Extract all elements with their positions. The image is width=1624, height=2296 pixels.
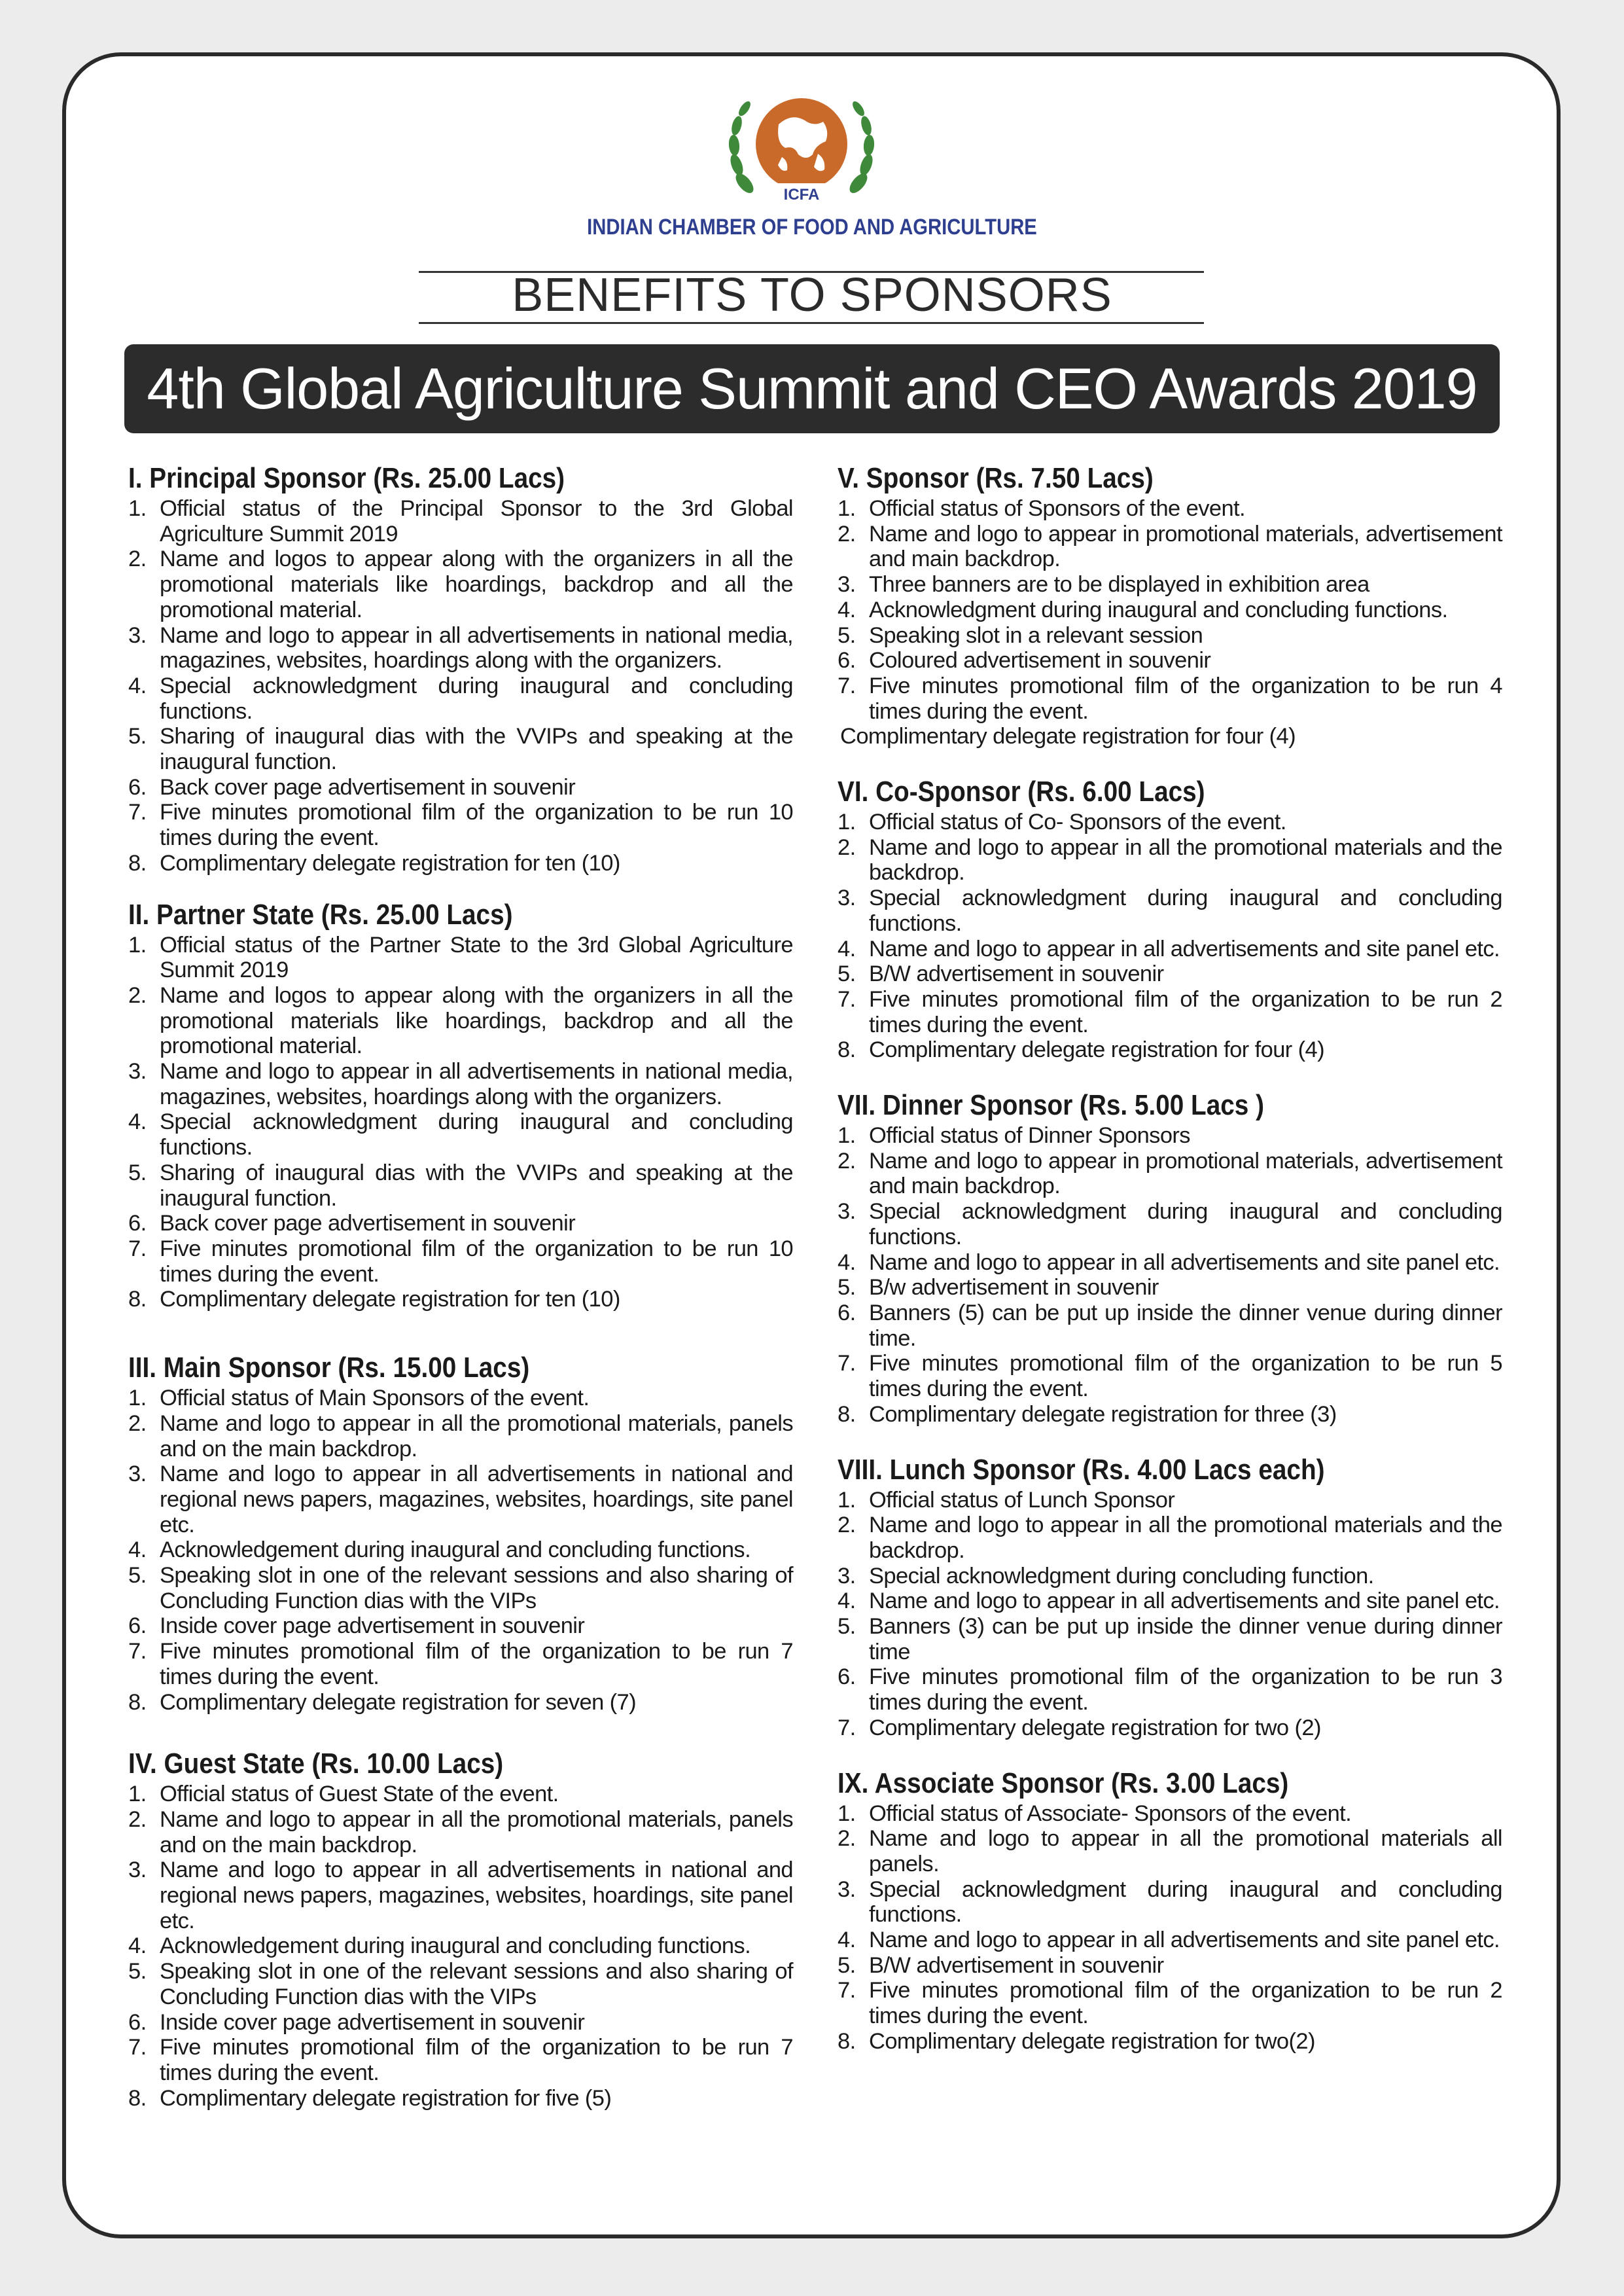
item-number: 3. [838,886,856,911]
item-text: Three banners are to be displayed in exhibition area [869,572,1369,598]
item-number: 1. [838,1487,856,1513]
item-number: 5. [838,961,856,987]
list-item [838,961,1502,987]
list-item [838,673,1502,724]
list-item [128,1959,793,2009]
extra-benefit: Complimentary delegate registration for four (4) [840,724,1296,749]
item-number: 7. [838,1715,856,1740]
item-text: Name and logo to appear in all the promotional materials and the backdrop. [869,1513,1502,1563]
item-text: B/W advertisement in souvenir [869,961,1164,987]
item-text: Inside cover page advertisement in souvenir [160,2009,585,2035]
item-text: Banners (5) can be put up inside the dinner venue during dinner time. [869,1300,1502,1351]
list-item [838,1588,1502,1614]
item-text: Speaking slot in one of the relevant sessions and also sharing of Concluding Function dias with the VIPs [160,1959,793,2009]
item-text: Five minutes promotional film of the organization to be run 2 times during the event. [869,1978,1502,2029]
sponsor-section [128,1748,793,2111]
item-text: Complimentary delegate registration for two (2) [869,1715,1321,1740]
laurel-right-icon [847,99,875,196]
item-text: Official status of Associate- Sponsors of the event. [869,1801,1352,1826]
item-number: 2. [838,521,856,547]
list-item [838,623,1502,649]
section-title: IX. Associate Sponsor (Rs. 3.00 Lacs) [838,1767,1289,1799]
item-text: Official status of Lunch Sponsor [869,1487,1175,1513]
item-number: 2. [838,834,856,860]
sponsor-section [838,462,1502,749]
list-item [128,1563,793,1613]
item-number: 7. [128,1236,147,1261]
item-text: B/W advertisement in souvenir [869,1952,1164,1978]
list-item [838,1978,1502,2028]
item-text: Complimentary delegate registration for five (5) [160,2085,612,2111]
item-text: Back cover page advertisement in souvenir [160,774,576,800]
list-item [838,496,1502,522]
item-text: Special acknowledgment during inaugural and concluding functions. [869,886,1502,936]
item-number: 1. [838,810,856,835]
item-text: Official status of the Partner State to the 3rd Global Agriculture Summit 2019 [160,932,793,983]
list-item [838,572,1502,598]
item-text: Official status of Sponsors of the event. [869,496,1246,521]
item-text: Name and logo to appear in all advertisements and site panel etc. [869,936,1500,961]
item-text: Official status of Co- Sponsors of the event. [869,810,1286,835]
item-text: Special acknowledgment during inaugural and concluding functions. [869,1199,1502,1249]
logo-text: ICFA [783,186,820,204]
item-number: 5. [128,1160,147,1185]
item-number: 6. [128,774,147,800]
item-number: 4. [838,1249,856,1275]
item-text: Five minutes promotional film of the organization to be run 10 times during the event. [160,1236,793,1287]
item-text: Official status of the Principal Sponsor to the 3rd Global Agriculture Summit 2019 [160,496,793,547]
item-number: 8. [128,1287,147,1312]
list-item [128,1287,793,1312]
item-text: Name and logo to appear in all advertisements in national and regional news papers, magazines, websites, hoardings, site panel etc. [160,1462,793,1537]
sponsor-section [128,1352,793,1715]
list-item [128,673,793,724]
section-title: I. Principal Sponsor (Rs. 25.00 Lacs) [128,462,565,494]
item-text: Complimentary delegate registration for three (3) [869,1401,1337,1427]
item-number: 2. [838,1148,856,1174]
benefit-list [838,810,1502,1063]
laurel-left-icon [728,99,757,196]
item-number: 2. [128,1410,147,1436]
item-number: 7. [128,1639,147,1664]
list-item [128,1639,793,1689]
item-text: Five minutes promotional film of the organization to be run 3 times during the event. [869,1664,1502,1715]
item-text: Name and logo to appear in all the promotional materials, panels and on the main backdrop. [160,1410,793,1462]
list-item [128,800,793,850]
item-text: Inside cover page advertisement in souvenir [160,1613,585,1639]
item-text: Name and logo to appear in all advertisements and site panel etc. [869,1928,1500,1953]
list-item [128,1537,793,1563]
item-text: Complimentary delegate registration for ten (10) [160,1287,620,1312]
item-text: Name and logo to appear in all the promotional materials all panels. [869,1826,1502,1876]
list-item [838,1351,1502,1401]
item-text: Five minutes promotional film of the organization to be run 4 times during the event. [869,673,1502,724]
item-text: Name and logos to appear along with the organizers in all the promotional materials like hoardings, backdrop and all the promotional material. [160,982,793,1059]
benefit-list [128,933,793,1313]
item-number: 4. [838,936,856,961]
item-number: 8. [128,1689,147,1715]
sponsor-section [838,1089,1502,1427]
list-item [838,1801,1502,1827]
list-item [838,886,1502,936]
list-item [838,648,1502,673]
item-text: Official status of Guest State of the event. [160,1782,559,1807]
sponsor-section [128,899,793,1313]
item-number: 3. [128,1857,147,1883]
item-number: 3. [838,572,856,598]
item-number: 1. [128,932,147,958]
title-rule-bottom [419,322,1204,324]
list-item [128,1613,793,1639]
item-number: 8. [838,1037,856,1063]
list-item [128,2010,793,2036]
list-item [128,1782,793,1807]
list-item [838,522,1502,572]
benefit-list [128,1782,793,2111]
list-item [838,1488,1502,1513]
item-number: 1. [128,496,147,521]
item-text: Name and logo to appear in promotional materials, advertisement and main backdrop. [869,1148,1502,1199]
benefit-list [128,1386,793,1715]
list-item [128,724,793,774]
sponsor-section [838,1454,1502,1741]
item-number: 4. [128,1933,147,1959]
item-number: 1. [838,1123,856,1149]
list-item [128,1462,793,1537]
list-item [128,1807,793,1857]
item-number: 8. [128,2085,147,2111]
list-item [128,1857,793,1933]
item-number: 5. [838,1275,856,1300]
benefit-list [838,496,1502,724]
benefit-list [838,1801,1502,2054]
item-number: 1. [838,496,856,521]
item-number: 5. [128,1563,147,1588]
item-number: 5. [838,622,856,648]
section-title: VIII. Lunch Sponsor (Rs. 4.00 Lacs each) [838,1453,1325,1486]
section-title: II. Partner State (Rs. 25.00 Lacs) [128,898,513,931]
item-text: Complimentary delegate registration for seven (7) [160,1689,637,1715]
benefits-title: BENEFITS TO SPONSORS [512,269,1112,321]
item-number: 1. [838,1801,856,1826]
item-number: 4. [838,1588,856,1614]
item-text: Sharing of inaugural dias with the VVIPs and speaking at the inaugural function. [160,1160,793,1211]
list-item [128,933,793,983]
section-title: VII. Dinner Sponsor (Rs. 5.00 Lacs ) [838,1089,1264,1122]
org-name: INDIAN CHAMBER OF FOOD AND AGRICULTURE [587,215,1037,240]
list-item [128,623,793,673]
item-text: Official status of Dinner Sponsors [869,1123,1190,1149]
list-item [838,1402,1502,1427]
list-item [838,598,1502,623]
item-number: 2. [838,1513,856,1538]
list-item [128,547,793,622]
item-text: Name and logo to appear in all advertisements in national and regional news papers, magazines, websites, hoardings, site panel etc. [160,1857,793,1933]
item-number: 7. [838,673,856,698]
list-item [838,2029,1502,2054]
item-text: Speaking slot in a relevant session [869,622,1203,648]
item-text: Acknowledgement during inaugural and concluding functions. [160,1933,751,1959]
item-text: Sharing of inaugural dias with the VVIPs and speaking at the inaugural function. [160,724,793,775]
list-item [838,1664,1502,1715]
item-number: 6. [128,1211,147,1236]
item-text: Name and logo to appear in all advertisements in national media, magazines, websites, hoardings along with the organizers. [160,622,793,673]
item-text: Name and logo to appear in all advertisements and site panel etc. [869,1588,1500,1614]
item-number: 3. [838,1876,856,1902]
list-item [838,1199,1502,1249]
item-number: 7. [128,2035,147,2060]
item-number: 3. [128,1059,147,1085]
item-number: 8. [128,850,147,876]
item-number: 7. [838,1978,856,2003]
item-number: 2. [128,1806,147,1832]
section-title: V. Sponsor (Rs. 7.50 Lacs) [838,462,1154,494]
section-title: III. Main Sponsor (Rs. 15.00 Lacs) [128,1352,530,1384]
item-text: Special acknowledgment during inaugural and concluding functions. [160,1109,793,1160]
item-number: 3. [128,622,147,648]
item-text: Acknowledgement during inaugural and concluding functions. [160,1537,751,1563]
item-text: Five minutes promotional film of the organization to be run 7 times during the event. [160,1639,793,1689]
item-number: 6. [838,1300,856,1325]
item-text: B/w advertisement in souvenir [869,1275,1159,1300]
list-item [838,1513,1502,1563]
list-item [128,775,793,800]
item-number: 4. [128,673,147,698]
item-text: Complimentary delegate registration for two(2) [869,2028,1315,2054]
list-item [838,1953,1502,1979]
list-item [838,1564,1502,1589]
list-item [128,1690,793,1715]
item-text: Five minutes promotional film of the organization to be run 7 times during the event. [160,2035,793,2085]
list-item [128,1211,793,1236]
list-item [838,1715,1502,1741]
list-item [838,1614,1502,1664]
item-text: Special acknowledgment during inaugural and concluding functions. [869,1876,1502,1928]
item-number: 2. [128,547,147,572]
list-item [838,937,1502,962]
item-text: Name and logo to appear in all advertisements and site panel etc. [869,1249,1500,1275]
list-item [838,1123,1502,1149]
list-item [128,2086,793,2111]
item-text: Speaking slot in one of the relevant sessions and also sharing of Concluding Function dias with the VIPs [160,1563,793,1613]
item-number: 5. [838,1614,856,1640]
list-item [838,810,1502,835]
item-number: 7. [838,986,856,1012]
item-number: 4. [128,1537,147,1563]
item-text: Special acknowledgment during concluding function. [869,1563,1374,1588]
item-text: Name and logo to appear in all advertisements in national media, magazines, websites, hoardings along with the organizers. [160,1059,793,1109]
item-text: Coloured advertisement in souvenir [869,648,1211,673]
item-text: Special acknowledgment during inaugural and concluding functions. [160,673,793,724]
item-text: Official status of Main Sponsors of the event. [160,1386,590,1411]
item-number: 2. [128,982,147,1008]
icfa-logo [720,92,883,209]
item-number: 4. [838,1928,856,1953]
list-item [128,1160,793,1211]
list-item [838,987,1502,1037]
item-text: Five minutes promotional film of the organization to be run 5 times during the event. [869,1351,1502,1402]
list-item [838,1275,1502,1300]
left-column [128,462,793,2111]
list-item [838,1877,1502,1928]
list-item [128,2035,793,2085]
benefit-list [838,1488,1502,1741]
benefit-list [128,496,793,876]
item-number: 1. [128,1782,147,1807]
benefit-list [838,1123,1502,1427]
item-number: 5. [838,1952,856,1978]
item-text: Name and logo to appear in all the promotional materials, panels and on the main backdrop. [160,1806,793,1857]
list-item [838,1826,1502,1876]
list-item [838,1300,1502,1351]
item-number: 5. [128,1959,147,1984]
item-number: 8. [838,1401,856,1427]
item-number: 3. [838,1199,856,1225]
item-text: Acknowledgment during inaugural and concluding functions. [869,597,1448,622]
item-text: Banners (3) can be put up inside the dinner venue during dinner time [869,1614,1502,1664]
item-number: 8. [838,2028,856,2054]
item-number: 7. [128,800,147,825]
list-item [128,1059,793,1109]
item-text: Name and logos to appear along with the organizers in all the promotional materials like hoardings, backdrop and all the promotional material. [160,547,793,622]
item-number: 4. [838,597,856,622]
item-text: Five minutes promotional film of the organization to be run 2 times during the event. [869,986,1502,1037]
list-item [128,1236,793,1287]
item-number: 6. [838,648,856,673]
item-text: Back cover page advertisement in souvenir [160,1211,576,1236]
section-title: IV. Guest State (Rs. 10.00 Lacs) [128,1748,504,1780]
item-number: 3. [128,1462,147,1487]
list-item [128,1411,793,1462]
item-number: 4. [128,1109,147,1135]
list-item [838,835,1502,886]
item-number: 5. [128,724,147,749]
item-number: 6. [838,1664,856,1690]
list-item [838,1928,1502,1953]
item-text: Name and logo to appear in all the promotional materials and the backdrop. [869,834,1502,886]
list-item [838,1037,1502,1063]
item-text: Complimentary delegate registration for four (4) [869,1037,1325,1063]
list-item [128,1933,793,1959]
item-number: 6. [128,1613,147,1639]
item-text: Five minutes promotional film of the organization to be run 10 times during the event. [160,800,793,851]
list-item [128,1386,793,1411]
right-column [838,462,1502,2054]
list-item [838,1250,1502,1276]
item-number: 7. [838,1351,856,1376]
item-number: 1. [128,1386,147,1411]
event-banner: 4th Global Agriculture Summit and CEO Awards 2019 [124,344,1500,433]
sponsor-section [838,776,1502,1063]
section-title: VI. Co-Sponsor (Rs. 6.00 Lacs) [838,776,1205,808]
sponsor-section [838,1767,1502,2054]
item-text: Name and logo to appear in promotional materials, advertisement and main backdrop. [869,521,1502,572]
list-item [128,983,793,1059]
list-item [128,496,793,547]
item-number: 6. [128,2009,147,2035]
list-item [128,1109,793,1160]
list-item [838,1149,1502,1199]
item-number: 3. [838,1563,856,1588]
item-text: Complimentary delegate registration for ten (10) [160,850,620,876]
item-number: 2. [838,1826,856,1852]
sponsor-section [128,462,793,876]
list-item [128,851,793,876]
